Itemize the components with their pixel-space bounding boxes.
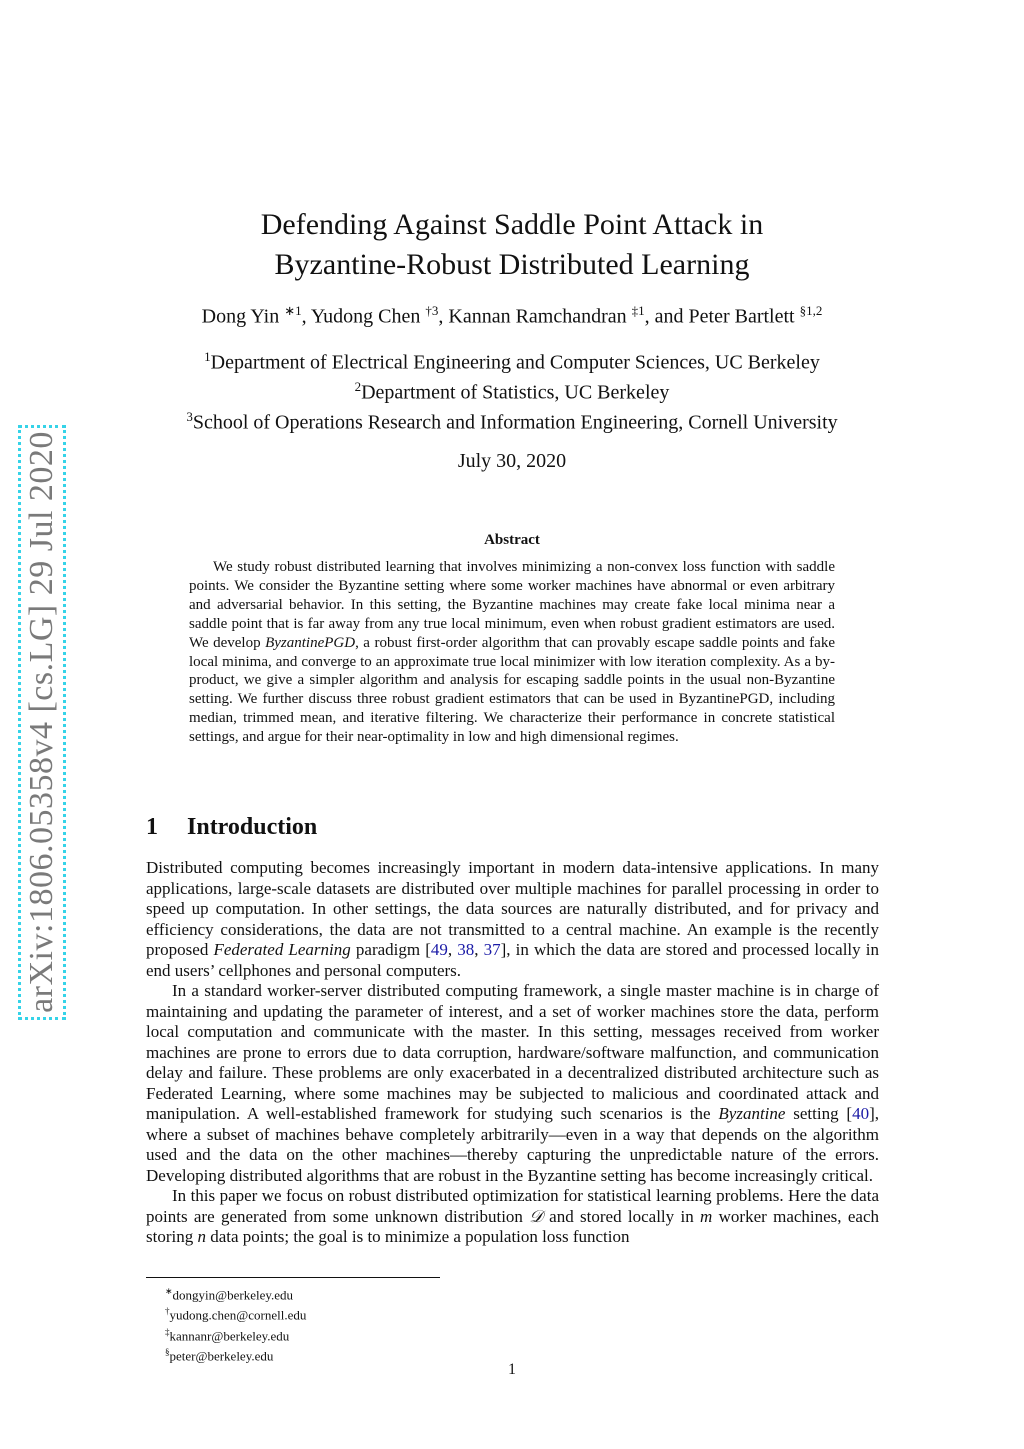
body-text xyxy=(146,858,879,1248)
abstract-heading: Abstract xyxy=(484,532,540,548)
author-separator: , and xyxy=(644,305,684,328)
text-run: setting [ xyxy=(785,1104,853,1123)
author-name: Yudong Chen xyxy=(310,305,421,328)
section-heading xyxy=(146,814,317,841)
author-name: Peter Bartlett xyxy=(688,305,795,328)
text-run: In this paper we focus on robust distributed optimization for statistical learning problems. Here the data points are generated from some unknown distribution xyxy=(146,1186,879,1226)
author-list xyxy=(0,303,1024,329)
emphasis: Byzantine xyxy=(718,1104,786,1123)
footnote-email[interactable]: kannanr@berkeley.edu xyxy=(169,1327,290,1343)
author-name: Dong Yin xyxy=(201,305,280,328)
title-line-1: Defending Against Saddle Point Attack in xyxy=(260,208,764,241)
author-separator: , xyxy=(301,305,307,328)
emphasis: Federated Learning xyxy=(213,940,351,959)
abstract-part: We study robust distributed learning that involves minimizing a non-convex loss function with saddle points. We consider the Byzantine setting where some worker machines have abnormal or even arbitrary and adversarial behavior. In this setting, the Byzantine machines may create fake local minima near a saddle point that is far away from any true local minimum, even when robust gradient estimators are used. We develop xyxy=(189,559,835,651)
text-run: , xyxy=(474,940,484,959)
text-run: data points; the goal is to minimize a population loss function xyxy=(205,1227,630,1246)
section-number: 1 xyxy=(146,814,158,840)
section-title: Introduction xyxy=(187,814,318,840)
affiliation xyxy=(0,345,1024,375)
footnotes xyxy=(165,1283,306,1364)
citation-link[interactable]: 37 xyxy=(483,940,501,959)
footnote xyxy=(165,1283,306,1303)
affiliation-number: 1 xyxy=(204,349,211,364)
citation-link[interactable]: 40 xyxy=(852,1104,870,1123)
author-name: Kannan Ramchandran xyxy=(448,305,627,328)
abstract-part: , a robust first-order algorithm that can provably escape saddle points and fake local minima, and converge to an approximate true local minimizer with low iteration complexity. As a by-product, we give a simpler algorithm and analysis for escaping saddle points in the usual non-Byzantine setting. We further discuss three robust gradient estimators that can be used in ByzantinePGD, including median, trimmed mean, and iterative filtering. We characterize their performance in concrete statistical settings, and argue for their near-optimality in low and high dimensional regimes. xyxy=(189,634,835,746)
author-mark: ‡1 xyxy=(631,303,645,318)
footnote-email[interactable]: dongyin@berkeley.edu xyxy=(172,1287,294,1303)
affiliation xyxy=(0,405,1024,435)
affiliation-text: Department of Statistics, UC Berkeley xyxy=(361,381,670,404)
affiliations xyxy=(0,345,1024,435)
footnote-mark: ‡ xyxy=(165,1326,170,1337)
text-run: ], where a subset of machines behave completely arbitrarily—even in a way that depends on the algorithm used and the data on the other machines—thereby capturing the unpredictable nature of the errors. Developing distributed algorithms that are robust in the Byzantine setting has become increasingly critical. xyxy=(146,1104,879,1185)
footnote-email[interactable]: peter@berkeley.edu xyxy=(169,1348,274,1364)
affiliation-text: School of Operations Research and Information Engineering, Cornell University xyxy=(192,411,838,434)
text-run: and stored locally in xyxy=(542,1206,701,1226)
footnote-mark: ∗ xyxy=(165,1286,173,1296)
affiliation xyxy=(0,375,1024,405)
text-run: Distributed computing becomes increasingly important in modern data-intensive applications. In many applications, large-scale datasets are distributed over multiple machines for parallel processing in order to speed up computation. In other settings, the data sources are naturally distributed, and for privacy and efficiency considerations, the data are not transmitted to a central machine. An example is the recently proposed xyxy=(146,858,879,959)
author-mark: †3 xyxy=(425,303,439,318)
text-run: worker machines, each storing xyxy=(146,1206,880,1246)
arxiv-identifier[interactable]: arXiv:1806.05358v4 [cs.LG] 29 Jul 2020 xyxy=(23,431,60,1013)
math-symbol: 𝒟 xyxy=(529,1206,543,1226)
paper-date: July 30, 2020 xyxy=(457,450,567,472)
text-run: , xyxy=(447,940,458,959)
author-separator: , xyxy=(438,305,444,328)
affiliation-text: Department of Electrical Engineering and Computer Sciences, UC Berkeley xyxy=(210,351,820,374)
abstract-emphasis: ByzantinePGD xyxy=(265,634,356,651)
author-mark: ∗1 xyxy=(284,303,302,318)
paragraph xyxy=(146,1186,879,1248)
citation-link[interactable]: 49 xyxy=(430,940,448,959)
paper-title xyxy=(0,205,1024,285)
math-symbol: m xyxy=(700,1206,713,1226)
affiliation-number: 3 xyxy=(186,409,193,425)
footnote-email[interactable]: yudong.chen@cornell.edu xyxy=(169,1307,307,1323)
text-run: paradigm [ xyxy=(350,940,431,959)
text-run: ], in which the data are stored and processed locally in end users’ cellphones and personal computers. xyxy=(146,940,879,980)
abstract-text xyxy=(189,558,835,747)
title-line-2: Byzantine-Robust Distributed Learning xyxy=(274,248,750,281)
affiliation-number: 2 xyxy=(354,379,362,395)
footnote xyxy=(165,1303,306,1323)
footnote-mark: § xyxy=(165,1346,170,1357)
paragraph xyxy=(146,981,879,1186)
math-symbol: n xyxy=(197,1227,206,1246)
footnote-mark: † xyxy=(165,1306,170,1317)
text-run: In a standard worker-server distributed computing framework, a single master machine is in charge of maintaining and updating the parameter of interest, and a set of worker machines store the data, perform local computation and communicate with the master. In this setting, messages received from worker machines are prone to errors due to data corruption, hardware/software malfunction, and communication delay and failure. These problems are only exacerbated in a decentralized distributed architecture such as Federated Learning, where some machines may be subjected to malicious and coordinated attack and manipulation. A well-established framework for studying such scenarios is the xyxy=(146,981,879,1123)
author-mark: §1,2 xyxy=(799,303,823,318)
page-number: 1 xyxy=(508,1361,516,1378)
paragraph xyxy=(146,858,879,981)
footnote-rule xyxy=(146,1277,440,1278)
footnote xyxy=(165,1324,306,1344)
citation-link[interactable]: 38 xyxy=(457,940,475,959)
